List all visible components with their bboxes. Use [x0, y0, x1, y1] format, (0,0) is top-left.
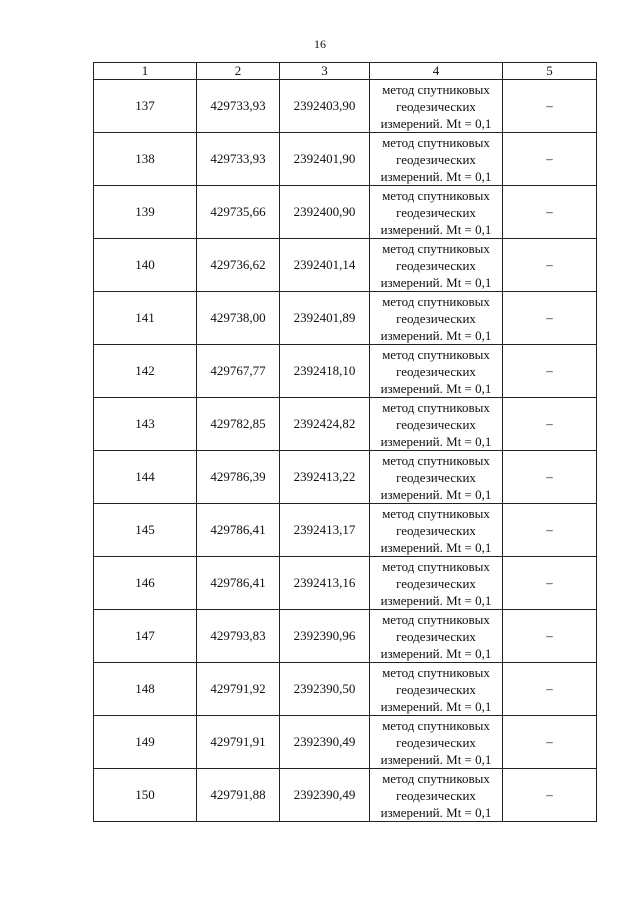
coordinate-y: 2392413,17: [280, 504, 370, 557]
note-cell: –: [503, 133, 597, 186]
table-row: [94, 663, 597, 716]
method-line-1: метод спутниковых: [382, 240, 490, 256]
method-line-1: метод спутниковых: [382, 134, 490, 150]
note-cell: –: [503, 716, 597, 769]
table-row: [94, 80, 597, 133]
column-header-5: 5: [503, 63, 597, 80]
coordinate-x: 429767,77: [197, 345, 280, 398]
point-number: 142: [94, 345, 197, 398]
method-description: [370, 186, 503, 239]
table-row: [94, 504, 597, 557]
method-description: [370, 451, 503, 504]
method-description: [370, 292, 503, 345]
method-line-2: геодезических: [396, 734, 476, 750]
coordinate-y: 2392390,49: [280, 769, 370, 822]
table-body: [94, 80, 597, 822]
method-line-1: метод спутниковых: [382, 399, 490, 415]
coordinate-x: 429793,83: [197, 610, 280, 663]
note-cell: –: [503, 610, 597, 663]
coordinate-y: 2392390,50: [280, 663, 370, 716]
method-line-3: измерений. Mt = 0,1: [380, 592, 492, 608]
coordinates-table: [93, 62, 597, 822]
method-line-2: геодезических: [396, 469, 476, 485]
method-description: [370, 80, 503, 133]
note-cell: –: [503, 186, 597, 239]
coordinate-x: 429735,66: [197, 186, 280, 239]
method-line-2: геодезических: [396, 204, 476, 220]
table-row: [94, 345, 597, 398]
note-cell: –: [503, 80, 597, 133]
note-cell: –: [503, 292, 597, 345]
point-number: 138: [94, 133, 197, 186]
point-number: 139: [94, 186, 197, 239]
coordinate-y: 2392413,22: [280, 451, 370, 504]
method-line-1: метод спутниковых: [382, 505, 490, 521]
coordinate-x: 429791,92: [197, 663, 280, 716]
coordinate-x: 429782,85: [197, 398, 280, 451]
note-cell: –: [503, 451, 597, 504]
point-number: 145: [94, 504, 197, 557]
point-number: 146: [94, 557, 197, 610]
method-line-1: метод спутниковых: [382, 187, 490, 203]
coordinate-y: 2392403,90: [280, 80, 370, 133]
method-description: [370, 716, 503, 769]
method-line-2: геодезических: [396, 681, 476, 697]
method-line-2: геодезических: [396, 575, 476, 591]
page-number: 16: [314, 37, 326, 51]
coordinate-x: 429791,91: [197, 716, 280, 769]
coordinate-y: 2392390,96: [280, 610, 370, 663]
coordinate-y: 2392418,10: [280, 345, 370, 398]
method-line-2: геодезических: [396, 363, 476, 379]
method-line-3: измерений. Mt = 0,1: [380, 486, 492, 502]
method-line-1: метод спутниковых: [382, 293, 490, 309]
method-description: [370, 398, 503, 451]
method-line-1: метод спутниковых: [382, 346, 490, 362]
method-line-2: геодезических: [396, 522, 476, 538]
method-line-2: геодезических: [396, 416, 476, 432]
note-cell: –: [503, 239, 597, 292]
coordinate-x: 429733,93: [197, 133, 280, 186]
note-cell: –: [503, 398, 597, 451]
note-cell: –: [503, 769, 597, 822]
method-line-1: метод спутниковых: [382, 611, 490, 627]
table-row: [94, 610, 597, 663]
coordinate-y: 2392390,49: [280, 716, 370, 769]
point-number: 147: [94, 610, 197, 663]
note-cell: –: [503, 663, 597, 716]
method-line-3: измерений. Mt = 0,1: [380, 698, 492, 714]
point-number: 150: [94, 769, 197, 822]
coordinate-y: 2392401,14: [280, 239, 370, 292]
note-cell: –: [503, 504, 597, 557]
method-line-1: метод спутниковых: [382, 717, 490, 733]
column-header-3: 3: [280, 63, 370, 80]
point-number: 149: [94, 716, 197, 769]
point-number: 137: [94, 80, 197, 133]
coordinate-x: 429733,93: [197, 80, 280, 133]
method-description: [370, 663, 503, 716]
method-line-2: геодезических: [396, 310, 476, 326]
method-description: [370, 610, 503, 663]
method-line-1: метод спутниковых: [382, 558, 490, 574]
coordinate-x: 429786,39: [197, 451, 280, 504]
method-description: [370, 345, 503, 398]
table-row: [94, 186, 597, 239]
method-line-3: измерений. Mt = 0,1: [380, 274, 492, 290]
method-line-2: геодезических: [396, 257, 476, 273]
method-line-3: измерений. Mt = 0,1: [380, 221, 492, 237]
column-header-4: 4: [370, 63, 503, 80]
coordinate-x: 429791,88: [197, 769, 280, 822]
coordinate-y: 2392400,90: [280, 186, 370, 239]
column-header-2: 2: [197, 63, 280, 80]
method-line-3: измерений. Mt = 0,1: [380, 645, 492, 661]
method-line-3: измерений. Mt = 0,1: [380, 327, 492, 343]
coordinate-y: 2392413,16: [280, 557, 370, 610]
coordinate-y: 2392401,90: [280, 133, 370, 186]
method-line-3: измерений. Mt = 0,1: [380, 168, 492, 184]
method-description: [370, 557, 503, 610]
coordinate-y: 2392401,89: [280, 292, 370, 345]
coordinate-x: 429736,62: [197, 239, 280, 292]
point-number: 140: [94, 239, 197, 292]
method-line-2: геодезических: [396, 787, 476, 803]
table-row: [94, 769, 597, 822]
point-number: 148: [94, 663, 197, 716]
method-description: [370, 133, 503, 186]
method-line-3: измерений. Mt = 0,1: [380, 539, 492, 555]
method-line-3: измерений. Mt = 0,1: [380, 804, 492, 820]
method-line-1: метод спутниковых: [382, 81, 490, 97]
method-line-1: метод спутниковых: [382, 452, 490, 468]
coordinate-y: 2392424,82: [280, 398, 370, 451]
method-line-2: геодезических: [396, 98, 476, 114]
note-cell: –: [503, 345, 597, 398]
coordinate-x: 429786,41: [197, 504, 280, 557]
method-description: [370, 769, 503, 822]
table-header-row: [94, 63, 597, 80]
table-row: [94, 451, 597, 504]
table-row: [94, 133, 597, 186]
method-description: [370, 239, 503, 292]
point-number: 143: [94, 398, 197, 451]
method-line-2: геодезических: [396, 151, 476, 167]
coordinate-x: 429786,41: [197, 557, 280, 610]
table-row: [94, 239, 597, 292]
method-line-3: измерений. Mt = 0,1: [380, 380, 492, 396]
column-header-1: 1: [94, 63, 197, 80]
method-line-2: геодезических: [396, 628, 476, 644]
table-row: [94, 398, 597, 451]
method-line-3: измерений. Mt = 0,1: [380, 433, 492, 449]
point-number: 141: [94, 292, 197, 345]
table-row: [94, 716, 597, 769]
coordinate-x: 429738,00: [197, 292, 280, 345]
table-row: [94, 557, 597, 610]
method-line-3: измерений. Mt = 0,1: [380, 115, 492, 131]
method-line-1: метод спутниковых: [382, 770, 490, 786]
method-line-3: измерений. Mt = 0,1: [380, 751, 492, 767]
table-row: [94, 292, 597, 345]
method-line-1: метод спутниковых: [382, 664, 490, 680]
point-number: 144: [94, 451, 197, 504]
note-cell: –: [503, 557, 597, 610]
method-description: [370, 504, 503, 557]
